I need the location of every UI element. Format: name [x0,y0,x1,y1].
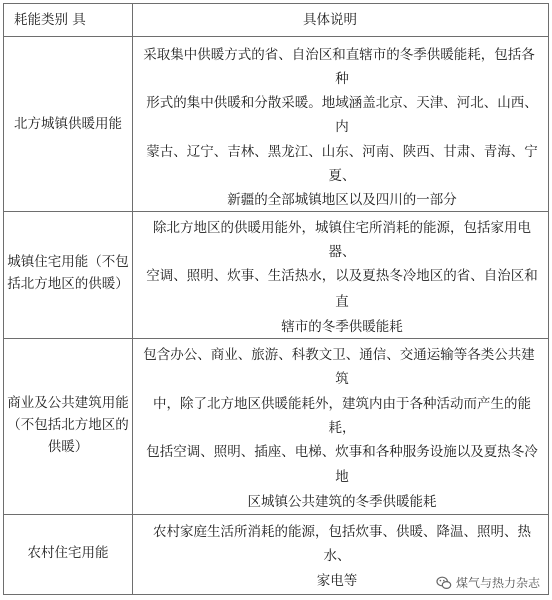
watermark [434,573,542,592]
row-1-category: 北方城镇供暖用能 [14,116,122,132]
header-category: 耗能类别 具 [14,12,86,28]
row-1-line-1: 采取集中供暖方式的省、自治区和直辖市的冬季供暖能耗，包括各 [143,47,535,63]
table-border-bottom [3,594,549,595]
row-3-line-2: 筑 [335,371,349,387]
row-3-category: 商业及公共建筑用能（不包括北方地区的供暖） [7,395,129,455]
table-border-top [3,3,549,4]
row-divider-1 [3,211,549,212]
row-2-line-3: 空调、照明、炊事、生活热水，以及夏热冬冷地区的省、自治区和 [146,268,538,284]
row-1-line-4: 内 [335,119,349,135]
header-divider [3,36,549,37]
row-2-line-4: 直 [335,294,349,310]
row-4-category: 农村住宅用能 [27,545,109,561]
row-3-line-1: 包含办公、商业、旅游、科教文卫、通信、交通运输等各类公共建 [143,347,535,363]
table-border-right [548,3,549,595]
row-2-line-5: 辖市的冬季供暖能耗 [281,319,403,335]
row-2-category: 城镇住宅用能（不包括北方地区的供暖） [7,254,129,292]
row-3-line-4: 耗， [328,420,356,436]
row-1-line-7: 新疆的全部城镇地区以及四川的一部分 [227,192,457,208]
watermark-text: 煤气与热力杂志 [455,576,540,590]
row-3-line-7: 区城镇公共建筑的冬季供暖能耗 [247,494,437,510]
table-border-left [3,3,4,595]
row-3-line-3: 中，除了北方地区供暖能耗外，建筑内由于各种活动而产生的能 [153,396,531,412]
row-1-line-3: 形式的集中供暖和分散采暖。地域涵盖北京、天津、河北、山西、 [146,95,538,111]
row-4-line-3: 家电等 [316,573,358,589]
row-divider-3 [3,514,549,515]
row-1-line-2: 种 [335,71,349,87]
row-divider-2 [3,338,549,339]
row-2-line-1: 除北方地区的供暖用能外，城镇住宅所消耗的能源，包括家用电 [153,220,531,236]
row-4-line-1: 农村家庭生活所消耗的能源，包括炊事、供暖、降温、照明、热 [153,524,531,540]
row-2-line-2: 器、 [328,244,356,260]
row-1-line-6: 夏、 [328,168,356,184]
row-1-line-5: 蒙古、辽宁、吉林、黑龙江、山东、河南、陕西、甘肃、青海、宁 [146,144,538,160]
row-4-line-2: 水、 [323,548,351,564]
column-divider [132,3,133,595]
row-3-line-6: 地 [335,469,349,485]
wechat-icon [436,575,452,591]
row-3-line-5: 包括空调、照明、插座、电梯、炊事和各种服务设施以及夏热冬冷 [146,444,538,460]
header-description: 具体说明 [303,12,357,28]
